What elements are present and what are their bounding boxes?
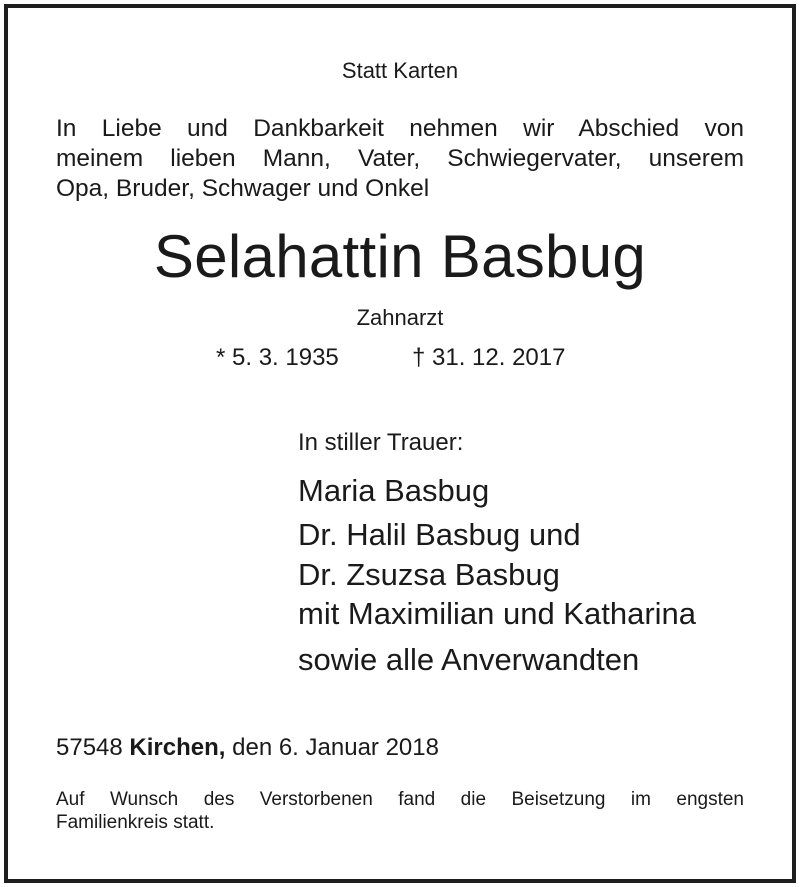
mourner-name: Dr. Zsuzsa Basbug bbox=[298, 557, 560, 592]
mourning-label: In stiller Trauer: bbox=[298, 429, 464, 456]
postal-code: 57548 bbox=[56, 734, 123, 761]
birth-date: * 5. 3. 1935 bbox=[216, 344, 339, 371]
deceased-name: Selahattin Basbug bbox=[153, 223, 647, 290]
death-date: † 31. 12. 2017 bbox=[412, 344, 566, 371]
mourner-name: Dr. Halil Basbug und bbox=[298, 517, 581, 552]
mourner-name: sowie alle Anverwandten bbox=[298, 642, 640, 677]
mourner-name: Maria Basbug bbox=[298, 473, 490, 508]
intro-line: meinem lieben Mann, Vater, Schwiegervater, unserem bbox=[56, 145, 744, 172]
notice-line: Familienkreis statt. bbox=[56, 812, 215, 833]
mourner-name: mit Maximilian und Katharina bbox=[298, 596, 697, 631]
deceased-profession: Zahnarzt bbox=[356, 305, 444, 330]
intro-text bbox=[56, 114, 744, 204]
date: den 6. Januar 2018 bbox=[232, 734, 439, 761]
funeral-notice bbox=[56, 788, 744, 834]
place-date bbox=[56, 733, 439, 763]
notice-line: Auf Wunsch des Verstorbenen fand die Beisetzung im engsten bbox=[56, 789, 744, 810]
city: Kirchen, bbox=[129, 734, 226, 761]
header-statt-karten: Statt Karten bbox=[341, 58, 459, 83]
intro-line: Opa, Bruder, Schwager und Onkel bbox=[56, 175, 430, 202]
intro-line: In Liebe und Dankbarkeit nehmen wir Abschied von bbox=[56, 115, 744, 142]
